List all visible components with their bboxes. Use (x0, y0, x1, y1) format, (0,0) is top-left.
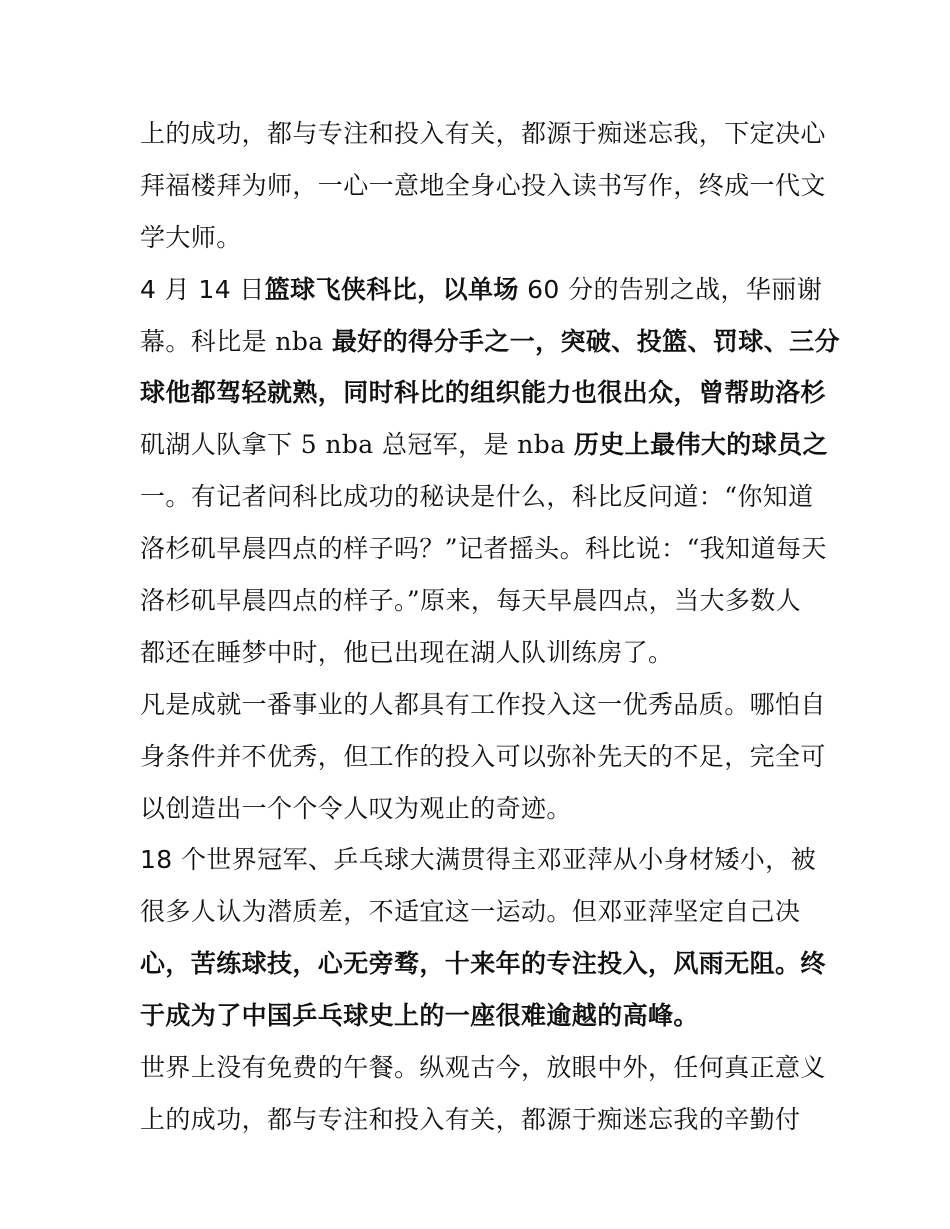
text-line (140, 731, 826, 783)
text-segment: 幕。科比是 nba (140, 326, 332, 356)
text-line (140, 471, 820, 523)
text-line (140, 316, 840, 368)
text-segment: 身条件并不优秀，但工作的投入可以弥补先天的不足，完全可 (140, 741, 826, 771)
text-line (140, 367, 826, 419)
text-segment: 18 (140, 845, 181, 875)
text-segment: 一。有记者问科比成功的秘诀是什么，科比反问道：“你知道 (140, 482, 814, 512)
text-line (140, 419, 828, 471)
text-segment: 凡是成就一番事业的人都具有工作投入这一优秀品质。哪怕自 (140, 689, 826, 719)
text-line (140, 627, 820, 679)
text-line (140, 212, 820, 264)
text-segment: 分的告别之战，华丽谢 (568, 274, 823, 304)
text-segment: 上的成功，都与专注和投入有关，都源于痴迷忘我的辛勤付 (140, 1104, 801, 1134)
text-segment: 篮球飞侠科比，以单场 (264, 274, 519, 304)
text-line (140, 523, 827, 575)
text-line (140, 783, 820, 835)
text-segment: 4 月 14 日 (140, 274, 265, 304)
text-line (140, 264, 823, 316)
text-line (140, 990, 820, 1042)
text-segment: 个世界冠军、乒乓球大满贯得主邓亚萍从小身材矮小，被 (180, 845, 816, 875)
text-line (140, 834, 820, 886)
text-segment: 洛杉矶早晨四点的样子吗？”记者摇头。科比说：“我知道每天 (140, 534, 827, 564)
text-line (140, 1042, 826, 1094)
text-segment: 球他都驾轻就熟，同时科比的组织能力也很出众，曾帮助洛杉 (140, 378, 826, 408)
text-segment: 都还在睡梦中时，他已出现在湖人队训练房了。 (140, 637, 674, 667)
text-segment: nba 总冠军，是 nba (325, 430, 574, 460)
text-segment: 60 (518, 274, 569, 304)
text-segment: 最好的得分手之一，突破、投篮、罚球、三分 (331, 326, 840, 356)
text-line (140, 160, 826, 212)
text-line (140, 886, 820, 938)
text-segment: 上的成功，都与专注和投入有关，都源于痴迷忘我，下定决心 (140, 119, 826, 148)
text-line (140, 575, 820, 627)
text-segment: 很多人认为潜质差，不适宜这一运动。但邓亚萍坚定自己决 (140, 897, 801, 927)
text-line (140, 108, 826, 160)
body-text (140, 108, 840, 1146)
text-segment: 以创造出一个个令人叹为观止的奇迹。 (140, 793, 572, 823)
text-segment: 洛杉矶早晨四点的样子。”原来，每天早晨四点，当大多数人 (140, 586, 802, 616)
text-segment: 于成为了中国乒乓球史上的一座很难逾越的高峰。 (140, 1001, 699, 1031)
text-line (140, 938, 826, 990)
text-segment: 拜福楼拜为师，一心一意地全身心投入读书写作，终成一代文 (140, 170, 826, 200)
text-segment: 学大师。 (140, 222, 242, 252)
text-segment: 矶湖人队拿下 5 (140, 430, 326, 460)
text-line (140, 679, 826, 731)
text-line (140, 1094, 820, 1146)
text-segment: 心，苦练球技，心无旁骛，十来年的专注投入，风雨无阻。终 (140, 949, 826, 979)
text-segment: 世界上没有免费的午餐。纵观古今，放眼中外，任何真正意义 (140, 1053, 826, 1083)
text-segment: 历史上最伟大的球员之 (573, 430, 828, 460)
